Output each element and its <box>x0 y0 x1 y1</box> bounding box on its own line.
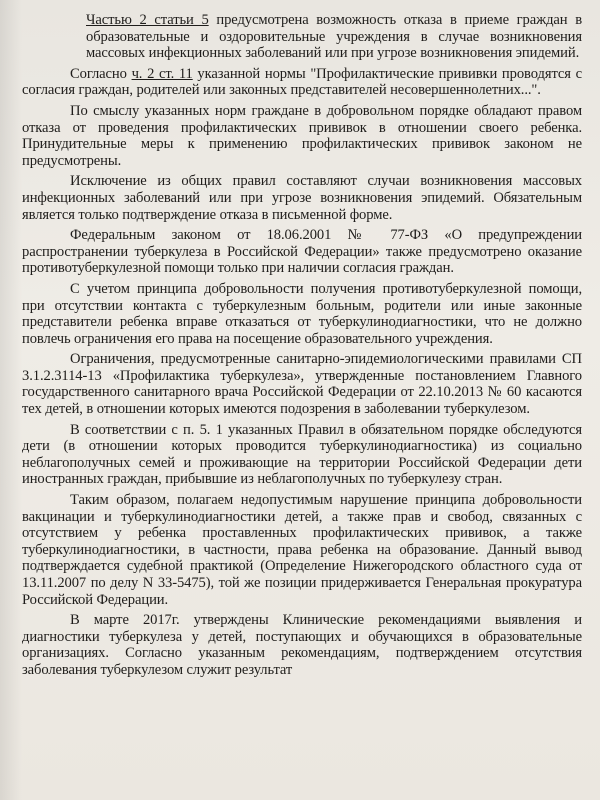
paragraph-5: Федеральным законом от 18.06.2001 № 77-ФЗ «О предупреждении распространении туберкулеза в Российской Федерации» также предусмотрено оказание противотуберкулезной помощи только при наличии согласия граждан. <box>22 227 582 277</box>
paragraph-6: С учетом принципа добровольности получения противотуберкулезной помощи, при отсутствии контакта с туберкулезным больным, родители или иные законные представители ребенка вправе отказаться от туберкулинодиагностики, что не должно повлечь ограничения его права на посещение образовательного учреждения. <box>22 280 582 347</box>
paragraph-9: Таким образом, полагаем недопустимым нарушение принципа добровольности вакцинации и туберкулинодиагностики детей, а также прав и свобод, связанных с отсутствием у ребенка проставленных профилактических прививок, а также туберкулинодиагностики, в частности, права ребенка на образование. Данный вывод подтверждается судебной практикой (Определение Нижегородского областного суда от 13.11.2007 по делу N 33-5475), той же позиции придерживается Генеральная прокуратура Российской Федерации. <box>22 492 582 608</box>
paragraph-text: указанной нормы "Профилактические прививки проводятся с согласия граждан, родителей или законных представителей несовершеннолетних...". <box>22 65 582 99</box>
law-reference-link: Частью 2 статьи 5 <box>86 12 209 28</box>
paragraph-1 <box>22 12 582 62</box>
paragraph-4: Исключение из общих правил составляют случаи возникновения массовых инфекционных заболеваний или при угрозе возникновения эпидемий. Обязательным является только подтверждение отказа в письменной форме. <box>22 173 582 223</box>
paragraph-8: В соответствии с п. 5. 1 указанных Правил в обязательном порядке обследуются дети (в отношении которых проводится туберкулинодиагностика) из социально неблагополучных семей и проживающие на территории Российской Федерации дети иностранных граждан, прибывшие из неблагополучных по туберкулезу стран. <box>22 421 582 488</box>
paragraph-text: предусмотрена возможность отказа в приеме граждан в образовательные и оздоровительные учреждения в случае возникновения массовых инфекционных заболеваний или при угрозе возникновения эпидемий. <box>86 12 582 62</box>
law-reference-link: ч. 2 ст. 11 <box>131 65 193 82</box>
paragraph-2 <box>22 66 582 99</box>
paragraph-7: Ограничения, предусмотренные санитарно-эпидемиологическими правилами СП 3.1.2.3114-13 «Профилактика туберкулеза», утвержденные постановлением Главного государственного санитарного врача Российской Федерации от 22.10.2013 № 60 касаются тех детей, в отношении которых имеются подозрения в заболевании туберкулезом. <box>22 351 582 418</box>
paragraph-lead: Согласно <box>70 65 132 82</box>
paragraph-3: По смыслу указанных норм граждане в добровольном порядке обладают правом отказа от проведения профилактических прививок в отношении своего ребенка. Принудительные меры к применению профилактических прививок законом не предусмотрены. <box>22 102 582 169</box>
page-shadow <box>0 0 22 800</box>
paragraph-10: В марте 2017г. утверждены Клинические рекомендациями выявления и диагностики туберкулеза у детей, поступающих и обучающихся в образовательные организациях. Согласно указанным рекомендациям, подтверждением отсутствия заболевания туберкулезом служит результат <box>22 612 582 678</box>
